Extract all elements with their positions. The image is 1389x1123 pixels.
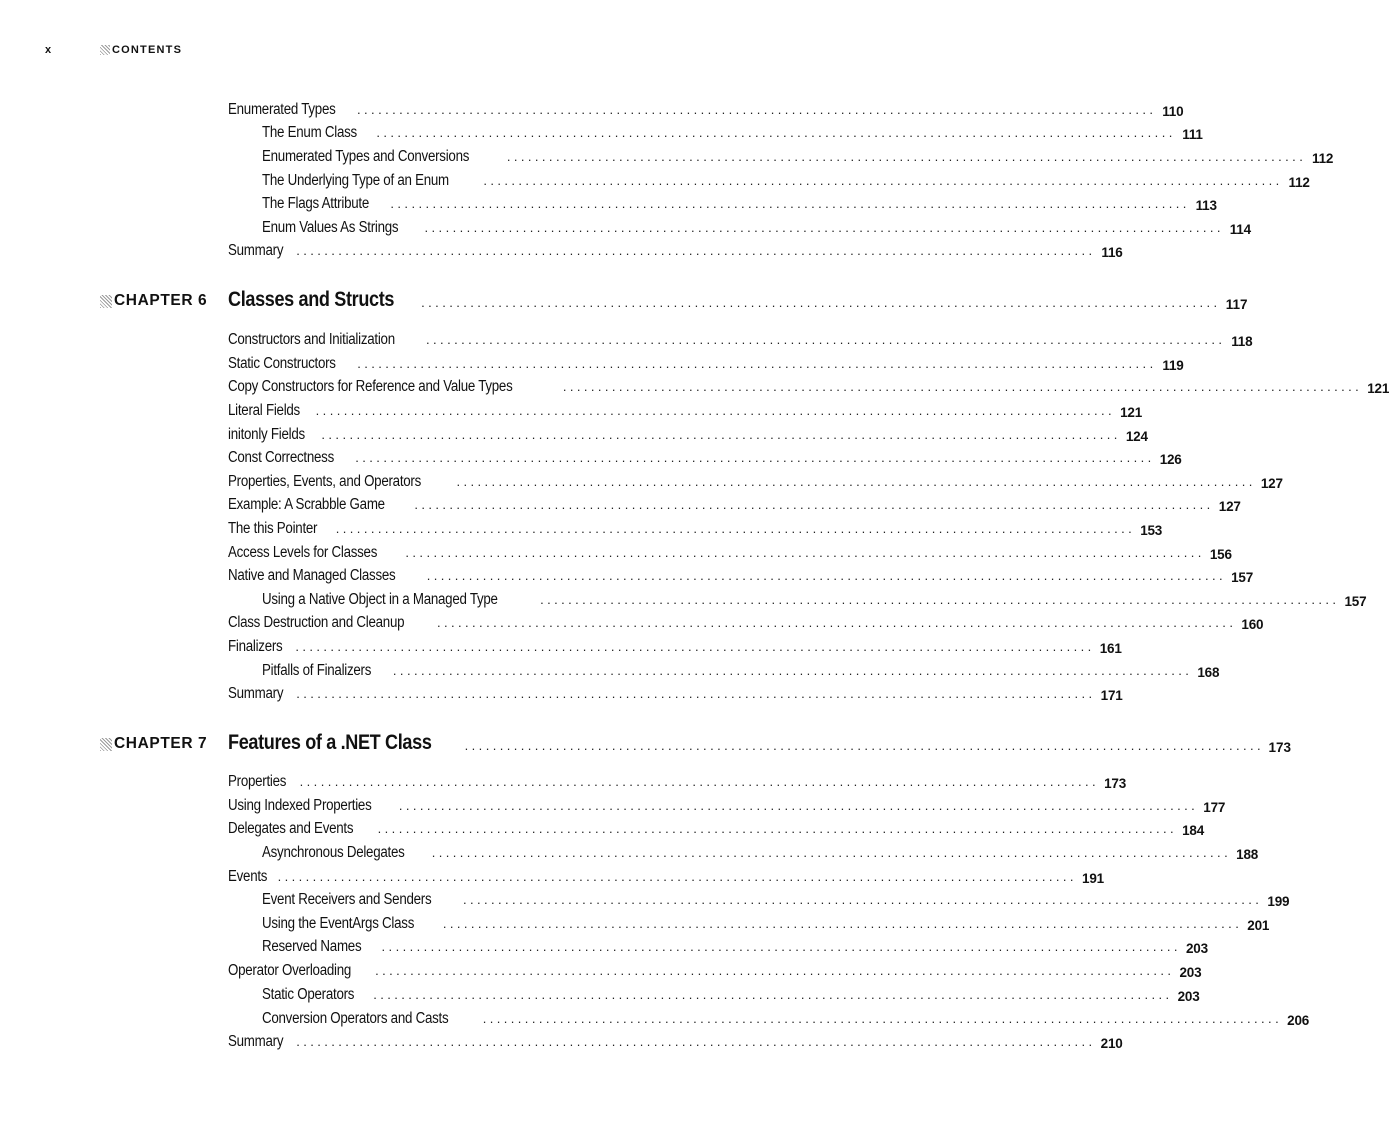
toc-entry-page: 201 xyxy=(1247,918,1270,933)
chapter-label-text: CHAPTER 6 xyxy=(114,292,208,309)
toc-subentry[interactable] xyxy=(262,984,1200,1004)
leader-dots: .................................................................................................................. xyxy=(355,450,1155,465)
leader-dots: .................................................................................................................. xyxy=(426,568,1227,583)
toc-entry[interactable] xyxy=(228,471,1283,491)
toc-entry[interactable] xyxy=(228,240,1123,260)
leader-dots: .................................................................................................................. xyxy=(398,798,1199,813)
toc-entry-page: 188 xyxy=(1236,847,1259,862)
leader-dots: .................................................................................................................. xyxy=(335,521,1136,536)
toc-entry[interactable] xyxy=(228,376,1389,396)
leader-dots: .................................................................................................................. xyxy=(562,379,1363,394)
leader-dots: .................................................................................................................. xyxy=(424,220,1224,235)
toc-entry-title: Copy Constructors for Reference and Value Types xyxy=(228,378,513,395)
leader-dots: .................................................................................................................. xyxy=(421,295,1221,310)
toc-entry-page: 199 xyxy=(1267,894,1290,909)
leader-dots: .................................................................................................................. xyxy=(321,427,1121,442)
toc-entry-page: 191 xyxy=(1082,871,1104,886)
toc-entry-title: Properties, Events, and Operators xyxy=(228,473,422,490)
toc-entry-page: 110 xyxy=(1162,104,1184,119)
chapter-7-heading[interactable] xyxy=(228,729,1292,755)
toc-entry-title: Enum Values As Strings xyxy=(262,219,399,236)
toc-subentry[interactable] xyxy=(262,1008,1310,1028)
toc-entry[interactable] xyxy=(228,353,1184,373)
toc-entry-title: Properties xyxy=(228,773,287,790)
leader-dots: .................................................................................................................. xyxy=(375,963,1175,978)
toc-entry-title: Event Receivers and Senders xyxy=(262,891,432,908)
toc-entry-title: Events xyxy=(228,868,268,885)
leader-dots: .................................................................................................................. xyxy=(373,987,1173,1002)
chapter-title: Classes and Structs xyxy=(228,288,395,311)
leader-dots: .................................................................................................................. xyxy=(296,686,1096,701)
toc-subentry[interactable] xyxy=(262,842,1259,862)
toc-entry-title: The Flags Attribute xyxy=(262,195,369,212)
hatch-marker-icon xyxy=(100,738,112,751)
chapter-6-heading[interactable] xyxy=(228,286,1248,312)
toc-entry-page: 177 xyxy=(1203,800,1226,815)
leader-dots: .................................................................................................................. xyxy=(357,356,1157,371)
toc-entry-title: Delegates and Events xyxy=(228,820,354,837)
toc-subentry[interactable] xyxy=(262,913,1270,933)
chapter-page: 173 xyxy=(1268,740,1292,755)
toc-entry[interactable] xyxy=(228,99,1184,119)
toc-entry-page: 210 xyxy=(1100,1036,1123,1051)
toc-entry-title: initonly Fields xyxy=(228,426,305,443)
toc-entry-title: Finalizers xyxy=(228,638,283,655)
toc-entry[interactable] xyxy=(228,424,1148,444)
toc-entry-page: 118 xyxy=(1231,334,1253,349)
toc-entry[interactable] xyxy=(228,518,1163,538)
toc-entry-page: 203 xyxy=(1177,989,1200,1004)
leader-dots: .................................................................................................................. xyxy=(431,845,1232,860)
chapter-label-text: CHAPTER 7 xyxy=(114,735,208,752)
running-head-section: CONTENTS xyxy=(112,44,183,56)
hatch-marker-icon xyxy=(100,295,112,308)
toc-entry-page: 184 xyxy=(1182,823,1205,838)
toc-entry-title: The this Pointer xyxy=(228,520,318,537)
toc-subentry[interactable] xyxy=(262,889,1290,909)
toc-entry-title: The Enum Class xyxy=(262,124,357,141)
toc-entry-title: Literal Fields xyxy=(228,402,300,419)
leader-dots: .................................................................................................................. xyxy=(381,939,1181,954)
leader-dots: .................................................................................................................. xyxy=(414,497,1214,512)
leader-dots: .................................................................................................................. xyxy=(392,663,1193,678)
toc-entry[interactable] xyxy=(228,636,1122,656)
leader-dots: .................................................................................................................. xyxy=(436,615,1237,630)
toc-entry-page: 114 xyxy=(1229,222,1251,237)
toc-entry[interactable] xyxy=(228,866,1104,886)
toc-entry-title: Conversion Operators and Casts xyxy=(262,1010,449,1027)
toc-entry-page: 173 xyxy=(1104,776,1127,791)
toc-entry-title: Example: A Scrabble Game xyxy=(228,496,385,513)
toc-subentry[interactable] xyxy=(262,146,1334,166)
leader-dots: .................................................................................................................. xyxy=(296,243,1096,258)
toc-entry[interactable] xyxy=(228,1031,1123,1051)
toc-entry-title: Summary xyxy=(228,242,284,259)
toc-entry[interactable] xyxy=(228,329,1253,349)
chapter-7-label xyxy=(100,734,207,754)
leader-dots: .................................................................................................................. xyxy=(377,821,1178,836)
toc-entry[interactable] xyxy=(228,400,1143,420)
toc-subentry[interactable] xyxy=(262,122,1203,142)
chapter-title: Features of a .NET Class xyxy=(228,731,432,754)
toc-entry-page: 203 xyxy=(1185,941,1208,956)
toc-entry-title: Static Operators xyxy=(262,986,355,1003)
leader-dots: .................................................................................................................. xyxy=(426,332,1226,347)
toc-entry-page: 126 xyxy=(1159,452,1182,467)
toc-entry-page: 161 xyxy=(1099,641,1122,656)
toc-entry-page: 121 xyxy=(1367,381,1389,396)
toc-entry-page: 124 xyxy=(1125,429,1148,444)
leader-dots: .................................................................................................................. xyxy=(442,916,1243,931)
leader-dots: .................................................................................................................. xyxy=(405,545,1205,560)
leader-dots: .................................................................................................................. xyxy=(540,592,1340,607)
toc-entry-title: Using a Native Object in a Managed Type xyxy=(262,591,498,608)
toc-entry[interactable] xyxy=(228,612,1264,632)
toc-entry-page: 203 xyxy=(1179,965,1202,980)
leader-dots: .................................................................................................................. xyxy=(482,1011,1283,1026)
leader-dots: .................................................................................................................. xyxy=(464,738,1265,753)
toc-entry-title: Enumerated Types and Conversions xyxy=(262,148,470,165)
leader-dots: .................................................................................................................. xyxy=(462,892,1263,907)
toc-subentry[interactable] xyxy=(262,217,1251,237)
toc-entry-title: The Underlying Type of an Enum xyxy=(262,172,449,189)
chapter-6-label xyxy=(100,291,207,311)
toc-entry[interactable] xyxy=(228,494,1241,514)
toc-entry-page: 171 xyxy=(1100,688,1123,703)
leader-dots: .................................................................................................................. xyxy=(277,869,1077,884)
toc-entry-title: Pitfalls of Finalizers xyxy=(262,662,372,679)
toc-entry[interactable] xyxy=(228,447,1182,467)
leader-dots: .................................................................................................................. xyxy=(456,474,1256,489)
toc-subentry[interactable] xyxy=(262,589,1367,609)
toc-entry[interactable] xyxy=(228,542,1232,562)
toc-entry-page: 127 xyxy=(1218,499,1241,514)
page-number: x xyxy=(45,44,52,56)
toc-entry[interactable] xyxy=(228,795,1226,815)
leader-dots: .................................................................................................................. xyxy=(357,102,1157,117)
toc-entry-title: Summary xyxy=(228,1033,284,1050)
toc-subentry[interactable] xyxy=(262,660,1220,680)
leader-dots: .................................................................................................................. xyxy=(390,196,1190,211)
toc-entry-page: 112 xyxy=(1312,151,1334,166)
toc-subentry[interactable] xyxy=(262,936,1208,956)
toc-entry-page: 116 xyxy=(1101,245,1123,260)
toc-entry-title: Constructors and Initialization xyxy=(228,331,395,348)
toc-entry-title: Using the EventArgs Class xyxy=(262,915,415,932)
leader-dots: .................................................................................................................. xyxy=(483,173,1283,188)
toc-entry-title: Summary xyxy=(228,685,284,702)
toc-entry-page: 160 xyxy=(1241,617,1264,632)
toc-entry-page: 112 xyxy=(1288,175,1310,190)
toc-entry[interactable] xyxy=(228,565,1254,585)
toc-entry-page: 119 xyxy=(1162,358,1184,373)
toc-entry-page: 127 xyxy=(1260,476,1283,491)
toc-entry[interactable] xyxy=(228,818,1205,838)
toc-entry-page: 111 xyxy=(1182,127,1203,142)
toc-entry-page: 157 xyxy=(1231,570,1254,585)
chapter-page: 117 xyxy=(1225,297,1248,312)
running-head xyxy=(45,42,182,58)
toc-entry-title: Asynchronous Delegates xyxy=(262,844,405,861)
hatch-marker-icon xyxy=(100,45,110,55)
leader-dots: .................................................................................................................. xyxy=(295,639,1095,654)
toc-subentry[interactable] xyxy=(262,193,1217,213)
toc-entry-title: Using Indexed Properties xyxy=(228,797,372,814)
toc-entry-title: Const Correctness xyxy=(228,449,335,466)
leader-dots: .................................................................................................................. xyxy=(299,774,1100,789)
leader-dots: .................................................................................................................. xyxy=(296,1034,1096,1049)
toc-entry-title: Static Constructors xyxy=(228,355,336,372)
toc-entry-title: Native and Managed Classes xyxy=(228,567,396,584)
toc-entry-page: 168 xyxy=(1197,665,1220,680)
toc-entry-page: 157 xyxy=(1344,594,1367,609)
toc-entry-title: Operator Overloading xyxy=(228,962,352,979)
toc-entry-title: Access Levels for Classes xyxy=(228,544,378,561)
toc-entry[interactable] xyxy=(228,960,1202,980)
toc-entry-page: 121 xyxy=(1120,405,1143,420)
toc-entry-title: Enumerated Types xyxy=(228,101,336,118)
toc-entry-title: Class Destruction and Cleanup xyxy=(228,614,405,631)
toc-entry-page: 206 xyxy=(1287,1013,1310,1028)
leader-dots: .................................................................................................................. xyxy=(376,125,1176,140)
toc-entry-title: Reserved Names xyxy=(262,938,362,955)
toc-subentry[interactable] xyxy=(262,170,1310,190)
toc-entry[interactable] xyxy=(228,771,1127,791)
toc-entry-page: 156 xyxy=(1209,547,1232,562)
leader-dots: .................................................................................................................. xyxy=(315,403,1116,418)
leader-dots: .................................................................................................................. xyxy=(506,149,1307,164)
toc-entry[interactable] xyxy=(228,683,1123,703)
toc-entry-page: 113 xyxy=(1195,198,1217,213)
toc-entry-page: 153 xyxy=(1140,523,1163,538)
